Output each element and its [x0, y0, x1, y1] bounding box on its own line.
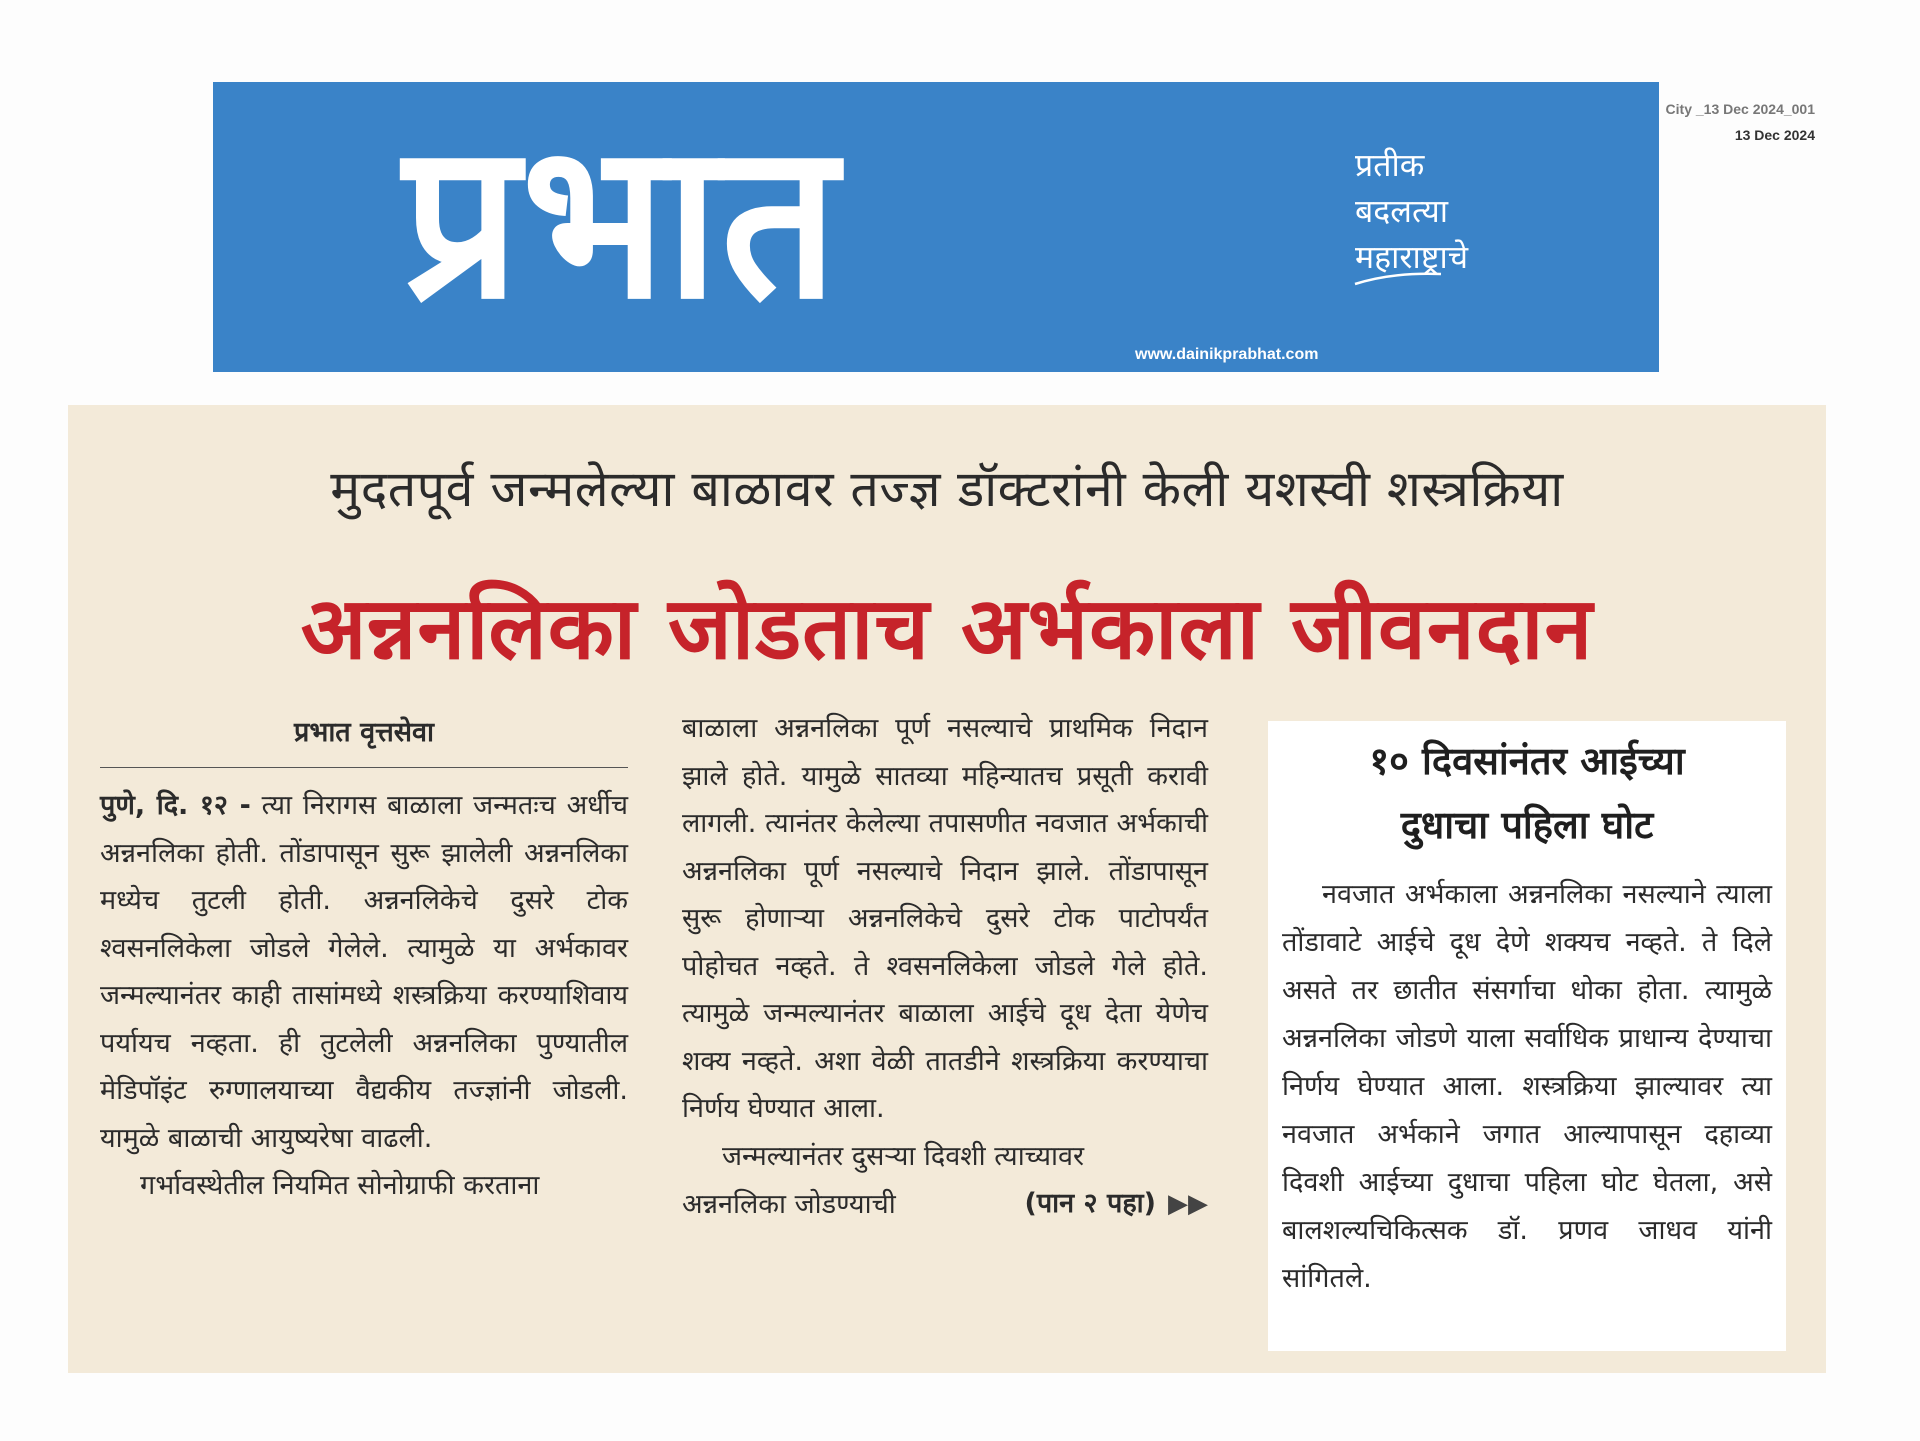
- article-text: अन्ननलिका जोडण्याची: [682, 1188, 896, 1220]
- article-byline: प्रभात वृत्तसेवा: [100, 705, 628, 768]
- article-paragraph: गर्भावस्थेतील नियमित सोनोग्राफी करताना: [140, 1170, 540, 1201]
- sidebar-title: [1268, 729, 1786, 857]
- sidebar-title-line-1: १० दिवसांनंतर आईच्या: [1369, 739, 1685, 783]
- news-article: [68, 405, 1826, 1373]
- article-paragraph: बाळाला अन्ननलिका पूर्ण नसल्याचे प्राथमिक निदान झाले होते. यामुळे सातव्या महिन्यातच प्रसूती करावी लागली. त्यानंतर केलेल्या तपासणीत नवजात अर्भकाची अन्ननलिका पूर्ण नसल्याचे निदान झाले. तोंडापासून सुरू होणाऱ्या अन्ननलिकेचे दुसरे टोक पाटोपर्यंत पोहोचत नव्हते. ते श्वसनलिकेला जोडले गेले होते. त्यामुळे जन्मल्यानंतर बाळाला आईचे दूध देता येणेच शक्य नव्हते. अशा वेळी तातडीने शस्त्रक्रिया करण्याचा निर्णय घेण्यात आला.: [682, 713, 1208, 1124]
- article-column-2: [682, 705, 1208, 1229]
- website-link[interactable]: www.dainikprabhat.com: [1135, 346, 1319, 363]
- article-headline: अन्ननलिका जोडताच अर्भकाला जीवनदान: [300, 579, 1594, 679]
- masthead-banner: [213, 82, 1659, 372]
- article-dateline: पुणे, दि. १२ -: [100, 790, 251, 821]
- article-paragraph: जन्मल्यानंतर दुसऱ्या दिवशी त्याच्यावर: [722, 1140, 1085, 1172]
- article-text: त्या निरागस बाळाला जन्मतःच अर्धीच अन्ननलिका होती. तोंडापासून सुरू झालेली अन्ननलिका मध्येच तुटली होती. अन्ननलिकेचे दुसरे टोक श्वसनलिकेला जोडले गेलेले. त्यामुळे या अर्भकावर जन्मल्यानंतर काही तासांमध्ये शस्त्रक्रिया करण्याशिवाय पर्यायच नव्हता. ही तुटलेली अन्ननलिका पुण्यातील मेडिपॉइंट रुग्णालयाच्या वैद्यकीय तज्ज्ञांनी जोडली. यामुळे बाळाची आयुष्यरेषा वाढली.: [100, 790, 628, 1154]
- tagline-swoosh-icon: [1353, 268, 1443, 288]
- edition-info: [1666, 96, 1815, 148]
- tagline-line-3: महाराष्ट्राचे: [1355, 238, 1469, 276]
- edition-code: City _13 Dec 2024_001: [1665, 101, 1815, 117]
- continued-page-ref[interactable]: (पान २ पहा): [1024, 1188, 1156, 1219]
- masthead-logo: प्रभात: [403, 97, 840, 347]
- article-kicker: मुदतपूर्व जन्मलेल्या बाळावर तज्ज्ञ डॉक्टरांनी केली यशस्वी शस्त्रक्रिया: [330, 460, 1564, 518]
- double-arrow-icon: ▶▶: [1168, 1189, 1208, 1219]
- sidebar-box: [1268, 721, 1786, 1351]
- continued-link[interactable]: [1025, 1180, 1209, 1229]
- tagline-line-2: बदलत्या: [1355, 192, 1449, 230]
- sidebar-body: [1282, 871, 1772, 1303]
- article-column-1: [100, 705, 628, 1210]
- continued-line: [682, 1180, 1208, 1229]
- sidebar-title-line-2: दुधाचा पहिला घोट: [1400, 803, 1654, 847]
- edition-date: 13 Dec 2024: [1734, 127, 1815, 143]
- sidebar-paragraph: नवजात अर्भकाला अन्ननलिका नसल्याने त्याला तोंडावाटे आईचे दूध देणे शक्यच नव्हते. ते दिले असते तर छातीत संसर्गाचा धोका होता. त्यामुळे अन्ननलिका जोडणे याला सर्वाधिक प्राधान्य देण्याचा निर्णय घेण्यात आला. शस्त्रक्रिया झाल्यावर त्या नवजात अर्भकाने जगात आल्यापासून दहाव्या दिवशी आईच्या दुधाचा पहिला घोट घेतला, असे बालशल्यचिकित्सक डॉ. प्रणव जाधव यांनी सांगितले.: [1282, 879, 1772, 1294]
- tagline-line-1: प्रतीक: [1355, 146, 1425, 184]
- article-paragraph: [100, 782, 628, 1162]
- masthead-tagline: [1355, 142, 1468, 280]
